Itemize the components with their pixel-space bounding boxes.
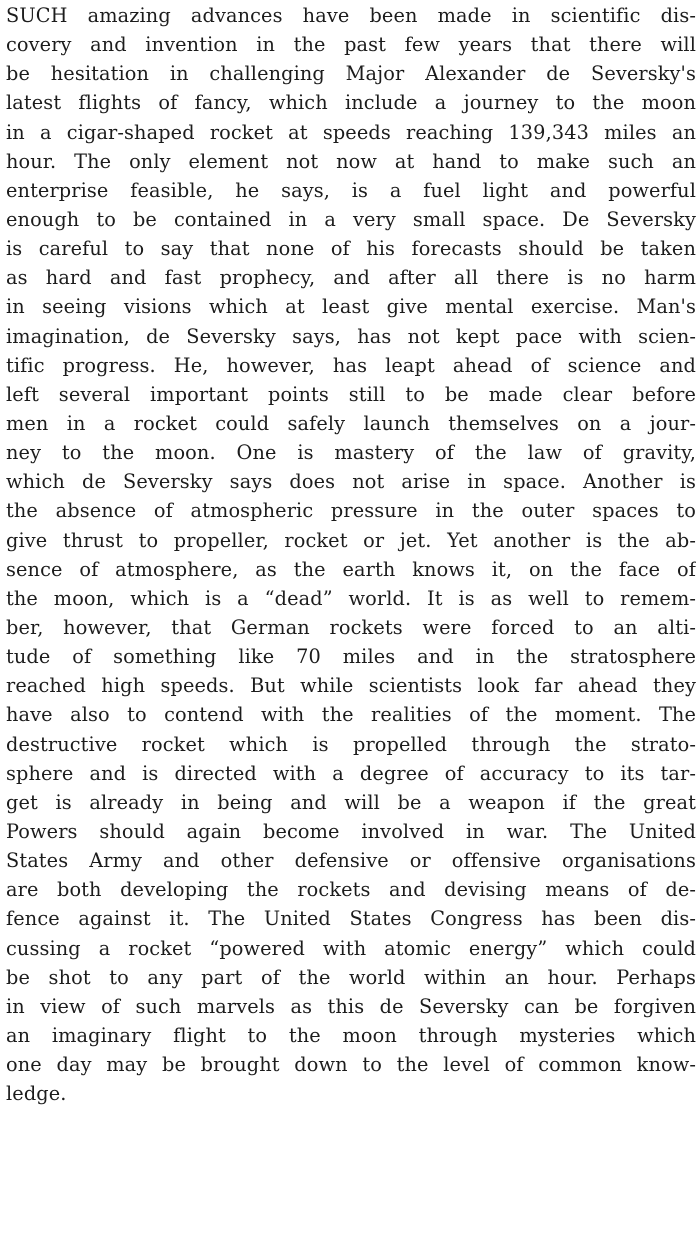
text-line: which de Seversky says does not arise in space. Another is	[6, 470, 696, 494]
text-line: SUCH amazing advances have been made in scientific dis-	[6, 4, 696, 27]
text-line: get is already in being and will be a weapon if the great	[6, 790, 696, 814]
text-line: ledge.	[6, 1082, 67, 1106]
text-line: as hard and fast prophecy, and after all there is no harm	[6, 266, 696, 290]
text-line: sphere and is directed with a degree of accuracy to its tar-	[6, 761, 696, 785]
text-line: destructive rocket which is propelled through the strato-	[6, 732, 696, 756]
text-line: be hesitation in challenging Major Alexander de Seversky's	[6, 62, 696, 86]
text-line: Powers should again become involved in war. The United	[6, 819, 696, 843]
text-line: have also to contend with the realities of the moment. The	[6, 703, 696, 727]
text-line: left several important points still to be made clear before	[6, 382, 696, 406]
text-line: give thrust to propeller, rocket or jet. Yet another is the ab-	[6, 528, 696, 552]
text-line: the absence of atmospheric pressure in the outer spaces to	[6, 499, 696, 523]
text-line: be shot to any part of the world within an hour. Perhaps	[6, 965, 696, 989]
text-line: an imaginary flight to the moon through mysteries which	[6, 1023, 696, 1047]
text-line: latest flights of fancy, which include a journey to the moon	[6, 91, 696, 115]
text-line: tific progress. He, however, has leapt ahead of science and	[6, 353, 696, 377]
text-line: ney to the moon. One is mastery of the law of gravity,	[6, 441, 696, 465]
text-line: fence against it. The United States Congress has been dis-	[6, 907, 696, 931]
text-line: reached high speeds. But while scientists look far ahead they	[6, 674, 696, 698]
text-line: in view of such marvels as this de Seversky can be forgiven	[6, 994, 696, 1018]
text-line: in seeing visions which at least give mental exercise. Man's	[6, 295, 696, 319]
text-line: the moon, which is a “dead” world. It is as well to remem-	[6, 586, 696, 610]
text-line: covery and invention in the past few years that there will	[6, 33, 696, 57]
text-line: enterprise feasible, he says, is a fuel light and powerful	[6, 178, 696, 202]
text-line: cussing a rocket “powered with atomic energy” which could	[6, 936, 696, 960]
text-line: sence of atmosphere, as the earth knows it, on the face of	[6, 557, 696, 581]
text-line: men in a rocket could safely launch themselves on a jour-	[6, 411, 696, 435]
text-line: in a cigar-shaped rocket at speeds reaching 139,343 miles an	[6, 120, 696, 144]
text-line: imagination, de Seversky says, has not kept pace with scien-	[6, 324, 696, 348]
article-body	[6, 1, 696, 1108]
text-line: States Army and other defensive or offensive organisations	[6, 849, 696, 873]
text-line: are both developing the rockets and devising means of de-	[6, 878, 696, 902]
text-line: ber, however, that German rockets were forced to an alti-	[6, 615, 696, 639]
text-line: tude of something like 70 miles and in the stratosphere	[6, 645, 696, 669]
text-line: hour. The only element not now at hand to make such an	[6, 149, 696, 173]
text-line: one day may be brought down to the level of common know-	[6, 1053, 696, 1077]
text-line: is careful to say that none of his forecasts should be taken	[6, 237, 696, 261]
text-line: enough to be contained in a very small space. De Seversky	[6, 207, 696, 231]
